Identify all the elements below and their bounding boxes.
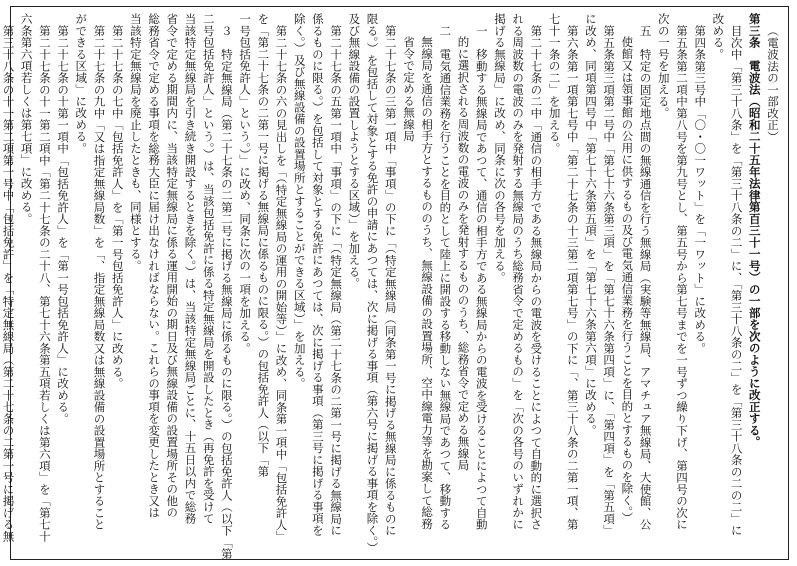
text-line: 省令で定める無線局 [401,36,416,142]
text-line: 第二十七条の十第一項中「包括免許人」を「第一号包括免許人」に改める。 [56,24,71,424]
text-line: 七十一条の二」を加える。 [547,13,562,154]
text-line: 次の一号を加える。 [656,13,671,119]
text-line: 第四条第三号中「〇・〇一ワット」を「一ワット」に改める。 [693,24,708,354]
text-line: ３ 特定無線局（第二十七条の二第二号に掲げる無線局に係るものに限る。）の包括免許人（以下「第 [219,24,234,560]
text-line: 第三条 電波法（昭和二十五年法律第百三十一号）の一部を次のように改正する。 [747,13,762,448]
text-line: を「第二十七条の二第一号に掲げる無線局に係るものに限る。）の包括免許人（以下「第 [256,13,271,478]
text-line: 第五条第三項第二号中「第七十六条第三項」を「第七十六条第四項」に、「第四項」を「第五項」 [602,24,617,536]
text-line: 除く。）及び無線設備の設置場所とすることができる区域）」を加える。 [292,13,307,390]
text-line: 的に選択される周波数の電波のみを発射するもののうち、総務省令で定める無線局 [456,36,471,471]
text-line: れる周波数の電波のみを発射する無線局のうち総務省令で定めるもの」を「次の各号のいずれかに [511,13,526,530]
text-line: 当該特定無線局を引き続き開設するときを除く。）は、当該特定無線局ごとに、十五日以内で総務 [183,13,198,525]
text-line: 二 電気通信業務を行うことを目的として陸上に開設する移動しない無線局であつて、移動する [438,24,453,530]
text-line: 省令で定める期間内に、当該特定無線局に係る運用開始の期日及び無線設備の設置場所その他の [165,13,180,519]
text-line: に改め、同項第四号中「第七十六条第五項」を「第七十六条第六項」に改める。 [583,13,598,436]
text-frame [1,6,789,560]
text-line: 第五条第二項中第八号を第九号とし、第五号から第七号までを一号ずつ繰り下げ、第四号の次に [674,24,689,530]
text-line: 無線局を通信の相手方とするもののうち、無線設備の設置場所、空中線電力等を勘案して総務 [420,36,435,530]
text-line: 一号包括免許人」という。）」に改め、同条に次の一項を加える。 [238,13,253,354]
text-line: 掲げる無線局」に改め、同条に次の各号を加える。 [492,13,507,284]
text-line: 二号包括免許人」という。）は、当該包括免許に係る特定無線局を開設したとき（再免許を受けて [201,13,216,525]
text-line: 第二十七条の七中「包括免許人」を「第一号包括免許人」に改める。 [110,24,125,389]
text-line: 一 移動する無線局であつて、通信の相手方である無線局からの電波を受けることによつて自動 [474,24,489,530]
text-line: 及び無線設備の設置しようとする区域）」を加える。 [347,13,362,290]
text-line: 第六条第一項第七号中「第二十七条の十三第二項第七号」の下に「、第三十八条の二第一項、第 [565,24,580,530]
text-line: ができる区域」に改める。 [74,13,89,154]
text-line: 第二十七条の三第一項中「事項」の下に「（特定無線局（同条第一号に掲げる無線局に係るものに [383,24,398,536]
text-line: 第二十七条の五第一項中「事項」の下に「（特定無線局（第二十七条の二第一号に掲げる無線局に [329,24,344,536]
text-line: 改める。 [711,13,726,60]
text-line: 五 特定の固定地点間の無線通信を行う無線局（実験等無線局、アマチュア無線局、大使館、公 [638,24,653,530]
text-line: （電波法の一部改正） [766,24,780,142]
text-line: 第三十八条の十一第二項第一号中「包括免許」を「特定無線局（第二十七条の二第一号に掲げる無 [1,24,16,542]
text-line: 係るものに限る。）を包括して対象とする免許にあつては、次に掲げる事項（第三号に掲げる事項を [310,13,325,536]
vertical-legal-text [1,13,782,560]
text-line: 第二十七条の二中「通信の相手方である無線局からの電波を受けることによつて自動的に選択さ [529,24,544,530]
text-line: 第二十七条の六の見出しを「（特定無線局の運用の開始等）」に改め、同条第一項中「包括免許人」 [274,24,289,542]
text-line: 使館又は領事館の公用に供するもの及び電気通信業務を行うことを目的とするものを除く。） [620,36,635,524]
text-line: 当該特定無線局を廃止したときも、同様とする。 [128,13,143,272]
text-line: 目次中「第三十八条」を「第三十八条の二」に、「第三十八条の二」を「第三十八条の二の二」に [729,24,744,536]
text-line: 総務省令で定める事項を総務大臣に届け出なければならない。これらの事項を変更したとき又は [147,13,162,519]
text-line: 第二十七条の九中「又は指定無線局数」を「、指定無線局数又は無線設備の設置場所とすること [92,24,107,530]
text-line: 限る。）を包括して対象とする免許の申請にあつては、次に掲げる事項（第六号に掲げる事項を除く。） [365,13,380,554]
text-line: 第二十七条の十一第二項中「第二十七条の二十八、第七十六条第五項若しくは第六項」を「第七十 [37,24,52,542]
text-line: 六条第六項若しくは第七項」に改める。 [19,13,34,225]
